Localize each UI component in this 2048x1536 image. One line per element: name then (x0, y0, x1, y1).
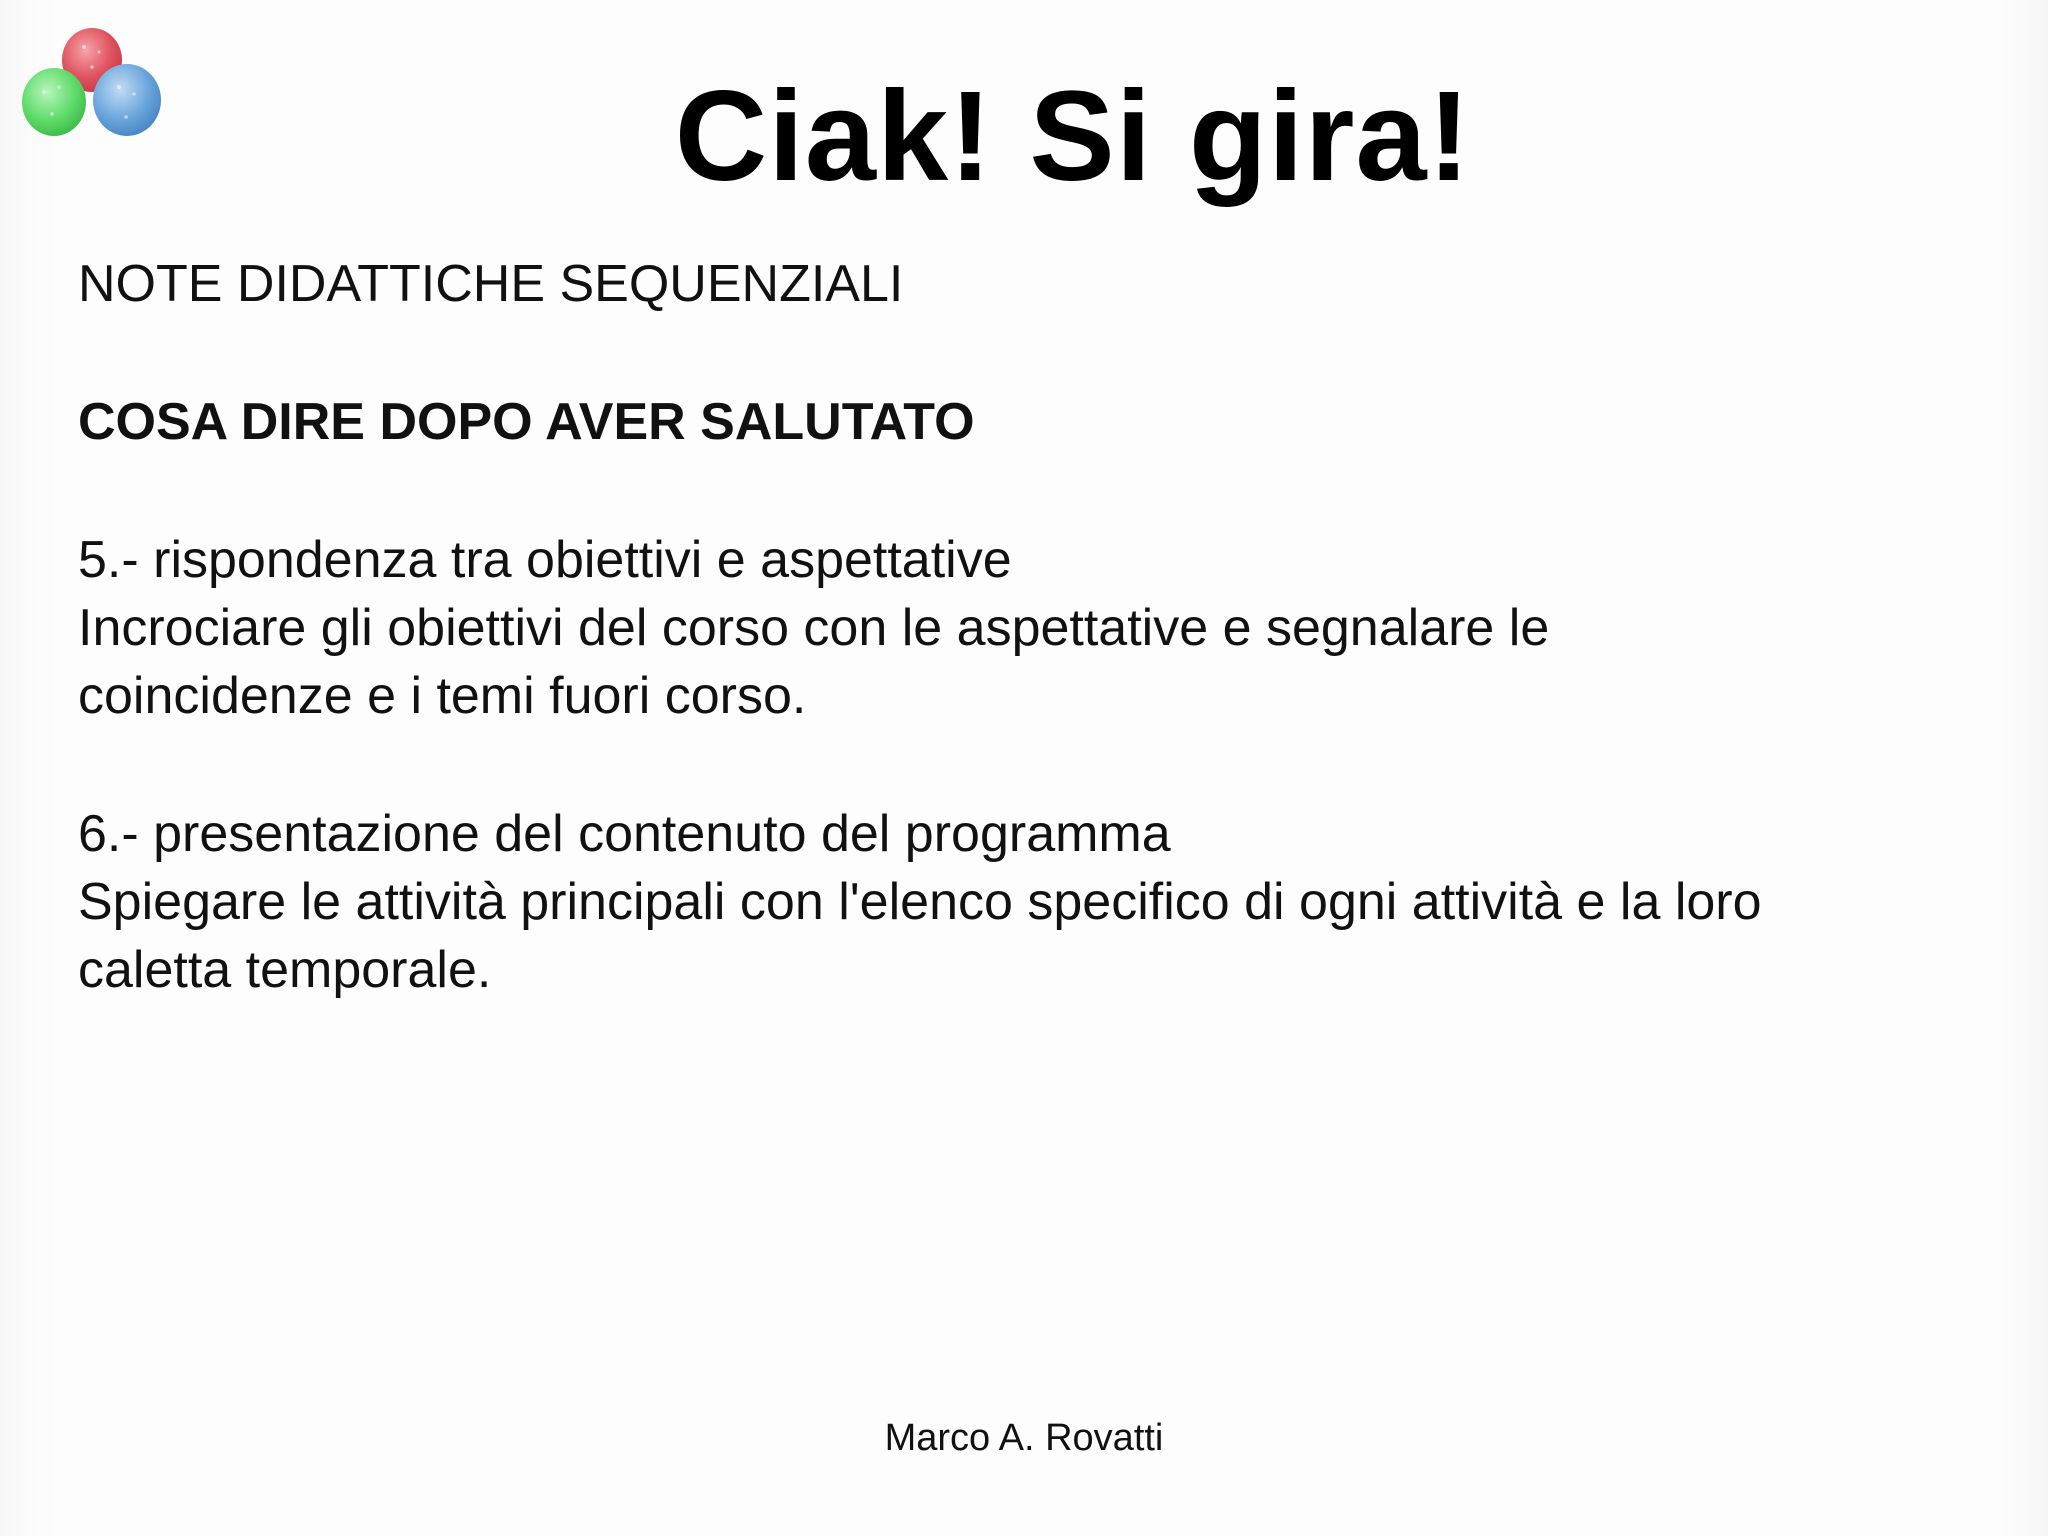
item-6-title: 6.- presentazione del contenuto del programma (78, 805, 1171, 863)
section-subheading: COSA DIRE DOPO AVER SALUTATO (78, 393, 975, 451)
slide-footer-author: Marco A. Rovatti (884, 1417, 1164, 1459)
item-6-text-line-2: caletta temporale. (78, 941, 492, 999)
item-5-text-line-1: Incrociare gli obiettivi del corso con le aspettative e segnalare le (78, 599, 1550, 657)
slide-body (78, 250, 2008, 1004)
section-heading: NOTE DIDATTICHE SEQUENZIALI (78, 255, 904, 313)
item-5-text-line-2: coincidenze e i temi fuori corso. (78, 667, 807, 725)
slide-title: Ciak! Si gira! (674, 65, 1472, 208)
item-5-title: 5.- rispondenza tra obiettivi e aspettative (78, 531, 1012, 589)
item-6-text-line-1: Spiegare le attività principali con l'elenco specifico di ogni attività e la loro (78, 873, 1762, 931)
